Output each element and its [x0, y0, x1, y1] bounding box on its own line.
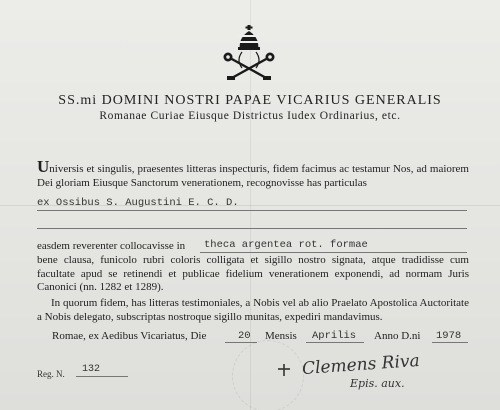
papal-emblem-icon [218, 24, 280, 84]
fill-in-line [200, 252, 467, 253]
fill-in-line [432, 342, 468, 343]
paragraph-testimony: In quorum fidem, has litteras testimoniales, a Nobis vel ab alio Praelato Apostolica Auctoritate a Nobis delegato, subscriptas nostroque sigillo munitas, expediri mandavimus. [37, 297, 469, 323]
date-place: Romae, ex Aedibus Vicariatus, Die [52, 330, 207, 342]
fill-in-line [37, 228, 467, 229]
fill-in-line [37, 210, 467, 211]
paragraph-conditions: bene clausa, funicolo rubri coloris colligata et sigillo nostro signata, atque tradidisse cum facultate apud se retinendi et publicae fidelium venerationem exponendi, ad normam Juris Canonici (nn. 1282 et 1289). [37, 254, 469, 293]
registry-number: 132 [82, 364, 101, 375]
date-month: Aprilis [312, 330, 357, 342]
embossed-seal [232, 340, 304, 410]
collocation-text: easdem reverenter collocavisse in [37, 240, 186, 252]
registry-label: Reg. N. [37, 369, 65, 379]
mensis-label: Mensis [265, 330, 297, 342]
signature-title: Epis. aux. [350, 377, 405, 390]
paragraph-text: niversis et singulis, praesentes litteras inspecturis, fidem facimus ac testamur Nos, ad maiorem Dei gloriam Eiusque Sanctorum venerationem, recognovisse has particulas [37, 163, 469, 189]
cross-icon [277, 363, 291, 377]
date-year: 1978 [436, 330, 462, 342]
anno-label: Anno D.ni [374, 330, 421, 342]
issuer-title: SS.mi DOMINI NOSTRI PAPAE VICARIUS GENERALIS [58, 93, 442, 108]
date-day: 20 [238, 330, 251, 342]
paragraph-attestation [37, 157, 469, 190]
reliquary-description: theca argentea rot. formae [204, 239, 368, 251]
fill-in-line [306, 342, 364, 343]
fill-in-line [76, 376, 128, 377]
signature: Clemens Riva [301, 350, 421, 380]
drop-cap: U [37, 157, 50, 176]
issuer-subtitle: Romanae Curiae Eiusque Districtus Iudex Ordinarius, etc. [99, 110, 401, 122]
relic-description: ex Ossibus S. Augustini E. C. D. [37, 197, 239, 209]
